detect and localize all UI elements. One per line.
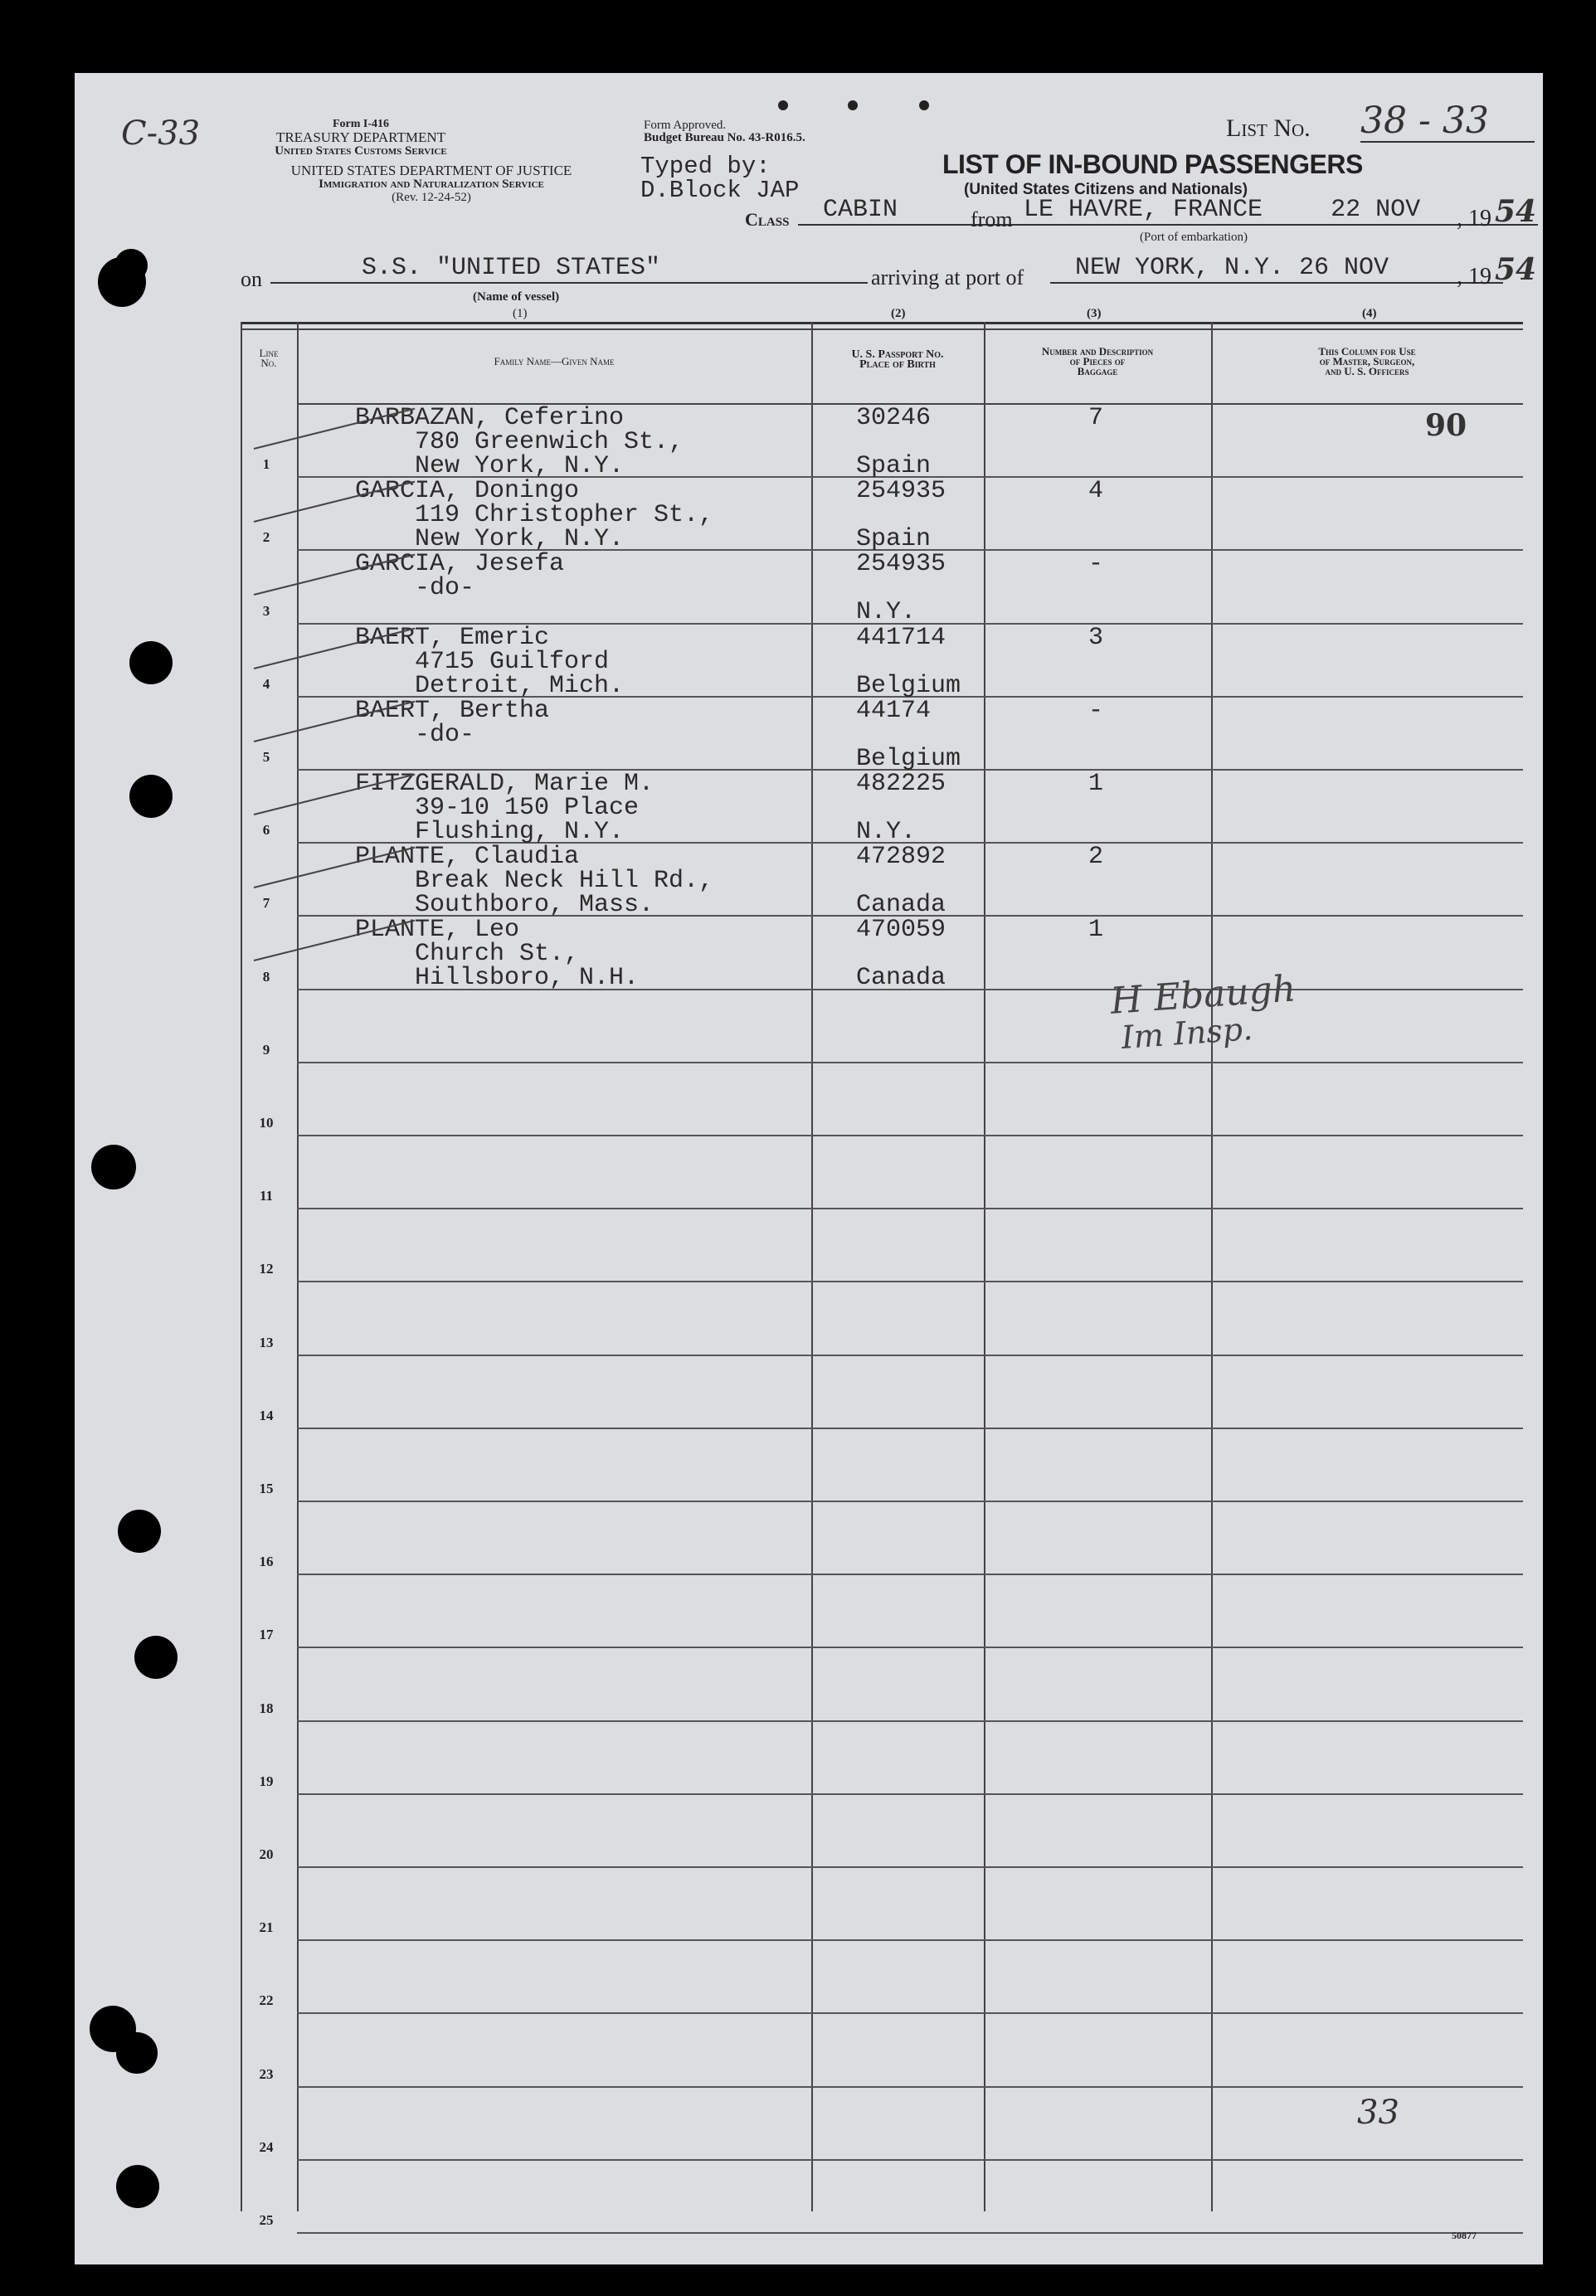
passenger-name-block [355, 552, 564, 625]
birthplace: Canada [856, 964, 946, 992]
customs-service: United States Customs Service [275, 144, 447, 158]
depart-year-prefix: , 19 [1457, 206, 1491, 231]
birthplace: Canada [856, 891, 946, 919]
budget-bureau: Budget Bureau No. 43-R016.5. [644, 131, 805, 144]
line-number: 6 [262, 822, 270, 838]
arrival-year: 54 [1495, 252, 1537, 287]
passport-number: 472892 [856, 843, 946, 871]
line-number: 15 [259, 1481, 274, 1496]
form-header-left [249, 118, 473, 158]
margin-note: C-33 [121, 114, 201, 153]
line-number: 10 [259, 1115, 274, 1131]
embarkation-port: LE HAVRE, FRANCE [1024, 196, 1263, 224]
revision-date: (Rev. 12-24-52) [392, 191, 471, 204]
line-number: 23 [259, 2066, 274, 2082]
page-subtitle: (United States Citizens and Nationals) [964, 181, 1248, 198]
row-rule [297, 1135, 1523, 1136]
passenger-name: FITZGERALD, Marie M. [355, 770, 654, 798]
dot-mark [778, 100, 788, 110]
row-rule [297, 2012, 1523, 2014]
passenger-name: PLANTE, Leo [355, 916, 520, 944]
line-number: 22 [259, 1992, 274, 2008]
inspector-signature: H Ebaugh Im Insp. [1108, 967, 1297, 1056]
justice-dept: UNITED STATES DEPARTMENT OF JUSTICE [290, 163, 572, 178]
passport-header: U. S. Passport No. Place of Birth [851, 348, 944, 371]
punch-hole [91, 1145, 136, 1189]
list-number: 38 - 33 [1360, 101, 1535, 143]
baggage-count: 7 [1088, 404, 1104, 432]
name-header: Family Name—Given Name [494, 355, 615, 367]
baggage-col-rule [1211, 322, 1213, 2211]
row-rule [297, 1428, 1523, 1429]
passenger-address: Flushing, N.Y. [355, 818, 625, 846]
baggage-count: 1 [1088, 770, 1104, 798]
row-rule [297, 2086, 1523, 2088]
passenger-name-block [355, 406, 684, 479]
baggage-count: 3 [1088, 624, 1104, 652]
birthplace: Belgium [856, 672, 961, 700]
line-number: 19 [259, 1773, 274, 1789]
passenger-address [355, 601, 564, 625]
passenger-name: BARBAZAN, Ceferino [355, 404, 625, 432]
form-approved: Form Approved. [644, 119, 727, 132]
row-rule [297, 1501, 1523, 1502]
passport-number: 441714 [856, 624, 946, 652]
officer-note: 90 [1425, 408, 1467, 443]
passport-number: 254935 [856, 550, 946, 578]
line-number: 14 [259, 1408, 274, 1423]
typed-by-block [640, 154, 799, 202]
table-top-rule [241, 322, 1523, 324]
line-number: 25 [259, 2212, 274, 2228]
baggage-count: - [1088, 550, 1104, 578]
manifest-sheet [75, 73, 1543, 2264]
dot-mark [848, 100, 858, 110]
passenger-address: 39-10 150 Place [355, 794, 640, 822]
footer-code: 50877 [1452, 2230, 1477, 2241]
arrival-year-prefix: , 19 [1457, 264, 1491, 289]
col-num-4: (4) [1362, 307, 1377, 320]
passenger-address: Hillsboro, N.H. [355, 964, 640, 992]
passenger-name: GARCIA, Doningo [355, 477, 580, 505]
passenger-address: -do- [355, 721, 475, 749]
birthplace: Spain [856, 452, 932, 480]
line-number: 12 [259, 1261, 274, 1277]
punch-hole [116, 2165, 159, 2208]
row-rule [297, 1062, 1523, 1063]
passenger-address: Break Neck Hill Rd., [355, 867, 714, 895]
approval-block [644, 119, 805, 144]
baggage-header: Number and Description of Pieces of Baggage [1041, 345, 1154, 377]
passenger-address: 780 Greenwich St., [355, 428, 684, 456]
table-top-rule-2 [241, 328, 1523, 330]
line-number: 13 [259, 1335, 274, 1350]
table-left-rule [241, 322, 242, 2211]
row-rule [297, 1208, 1523, 1209]
justice-header [241, 164, 622, 204]
port-caption: (Port of embarkation) [1140, 231, 1248, 244]
birthplace: N.Y. [856, 818, 917, 846]
line-number: 1 [262, 456, 270, 472]
passport-number: 254935 [856, 477, 946, 505]
depart-year: 54 [1495, 194, 1537, 229]
list-no-label: List No. [1226, 114, 1311, 142]
passport-number: 44174 [856, 697, 932, 725]
passenger-name-block [355, 845, 713, 917]
punch-hole [116, 2032, 158, 2074]
arriving-label: arriving at port of [871, 265, 1024, 289]
col-num-3: (3) [1087, 307, 1102, 320]
row-rule [297, 1355, 1523, 1356]
row-rule [297, 1793, 1523, 1795]
passport-number: 470059 [856, 916, 946, 944]
passenger-address: New York, N.Y. [355, 452, 625, 480]
passenger-address [355, 747, 549, 771]
typed-by-label: Typed by: [640, 153, 771, 180]
line-number: 18 [259, 1700, 274, 1716]
line-number: 11 [259, 1188, 274, 1204]
passenger-name-block [355, 479, 713, 552]
form-number: Form I-416 [332, 118, 390, 130]
punch-hole [118, 1510, 161, 1553]
passport-number: 482225 [856, 770, 946, 798]
row-rule [297, 1939, 1523, 1941]
punch-hole [114, 249, 148, 282]
line-number: 21 [259, 1919, 274, 1935]
passenger-name: BAERT, Bertha [355, 697, 550, 725]
class-label: Class [745, 209, 790, 230]
row-rule [297, 1866, 1523, 1868]
line-number: 2 [262, 529, 270, 545]
punch-hole [134, 1636, 178, 1679]
line-number: 17 [259, 1627, 274, 1642]
passenger-address: 119 Christopher St., [355, 501, 714, 529]
on-label: on [241, 267, 262, 291]
depart-date: 22 NOV [1331, 196, 1421, 224]
baggage-count: 2 [1088, 843, 1104, 871]
row-rule [297, 1720, 1523, 1722]
line-number: 5 [262, 749, 270, 765]
total-note: 33 [1357, 2094, 1399, 2132]
passenger-address: -do- [355, 574, 475, 602]
name-col-rule [811, 322, 813, 2211]
line-number: 9 [262, 1042, 270, 1058]
line-number: 4 [262, 676, 270, 692]
col-num-1: (1) [513, 307, 528, 320]
treasury-dept: TREASURY DEPARTMENT [275, 129, 446, 145]
dot-mark [919, 100, 929, 110]
ins-service: Immigration and Naturalization Service [319, 178, 544, 191]
row-rule [297, 2159, 1523, 2161]
line-number: 24 [259, 2139, 274, 2155]
line-number: 20 [259, 1846, 274, 1862]
arrival-port: NEW YORK, N.Y. 26 NOV [1050, 254, 1503, 284]
line-col-rule [297, 322, 299, 2211]
passport-col-rule [984, 322, 985, 2211]
baggage-count: - [1088, 697, 1104, 725]
row-rule [297, 1281, 1523, 1282]
baggage-count: 4 [1088, 477, 1104, 505]
passenger-address: 4715 Guilford [355, 648, 610, 676]
line-number: 3 [262, 603, 270, 619]
vessel-caption: (Name of vessel) [473, 290, 560, 304]
passenger-address: Southboro, Mass. [355, 891, 654, 919]
passenger-name-block [355, 918, 639, 990]
row-rule [297, 1647, 1523, 1648]
passenger-name: GARCIA, Jesefa [355, 550, 565, 578]
class-value: CABIN [798, 196, 1063, 226]
col-num-2: (2) [891, 307, 906, 320]
birthplace: Spain [856, 525, 932, 553]
passport-number: 30246 [856, 404, 932, 432]
row-rule [297, 1574, 1523, 1575]
officers-header: This Column for Use of Master, Surgeon, and U. S. Officers [1318, 345, 1416, 377]
typed-by-value: D.Block JAP [640, 177, 800, 204]
line-number: 16 [259, 1554, 274, 1569]
birthplace: Belgium [856, 745, 961, 773]
punch-hole [129, 775, 173, 818]
punch-hole [129, 641, 173, 684]
baggage-count: 1 [1088, 916, 1104, 944]
passenger-name-block [355, 699, 549, 771]
passenger-name-block [355, 626, 624, 698]
page-title: LIST OF IN-BOUND PASSENGERS [942, 149, 1363, 179]
from-label: from [971, 207, 1013, 231]
row-rule [297, 2232, 1523, 2234]
line-number: 7 [262, 895, 270, 911]
passenger-address: New York, N.Y. [355, 525, 625, 553]
passenger-name: PLANTE, Claudia [355, 843, 580, 871]
passenger-address: Detroit, Mich. [355, 672, 625, 700]
passenger-name: BAERT, Emeric [355, 624, 550, 652]
line-number: 8 [262, 969, 270, 985]
line-no-header: Line No. [259, 347, 279, 369]
passenger-name-block [355, 772, 654, 844]
passenger-address: Church St., [355, 940, 580, 968]
vessel-name: S.S. "UNITED STATES" [270, 254, 868, 284]
birthplace: N.Y. [856, 598, 917, 626]
